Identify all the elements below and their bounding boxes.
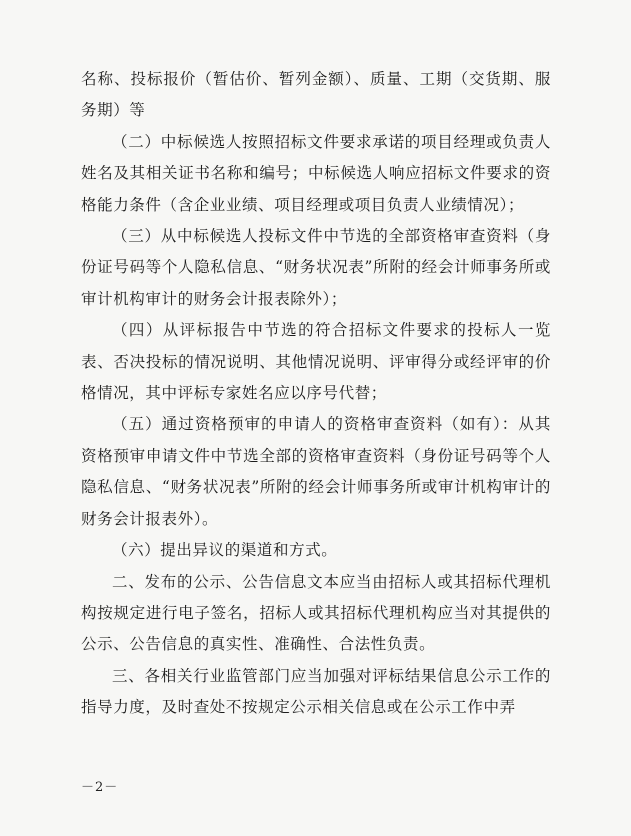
paragraph-section-3: 三、各相关行业监管部门应当加强对评标结果信息公示工作的指导力度，及时查处不按规定公示相关信息或在公示工作中弄 <box>81 666 551 717</box>
document-body <box>81 64 551 724</box>
page-number: －2－ <box>81 780 119 795</box>
paragraph-continuation: 名称、投标报价（暂估价、暂列金额）、质量、工期（交货期、服务期）等 <box>81 70 551 120</box>
paragraph-item-3: （三）从中标候选人投标文件中节选的全部资格审查资料（身份证号码等个人隐私信息、“财务状况表”所附的经会计师事务所或审计机构审计的财务会计报表除外）； <box>81 227 551 308</box>
paragraph-item-5: （五）通过资格预审的申请人的资格审查资料（如有）：从其资格预审申请文件中节选全部的资格审查资料（身份证号码等个人隐私信息、“财务状况表”所附的经会计师事务所或审计机构审计的财务会计报表外）。 <box>81 415 551 528</box>
paragraph-item-2: （二）中标候选人按照招标文件要求承诺的项目经理或负责人姓名及其相关证书名称和编号；中标候选人响应招标文件要求的资格能力条件（含企业业绩、项目经理或项目负责人业绩情况）； <box>81 132 551 214</box>
paragraph-item-6: （六）提出异议的渠道和方式。 <box>112 541 338 560</box>
paragraph-section-2: 二、发布的公示、公告信息文本应当由招标人或其招标代理机构按规定进行电子签名，招标人或其招标代理机构应当对其提供的公示、公告信息的真实性、准确性、合法性负责。 <box>81 572 551 654</box>
paragraph-item-4: （四）从评标报告中节选的符合招标文件要求的投标人一览表、否决投标的情况说明、其他情况说明、评审得分或经评审的价格情况，其中评标专家姓名应以序号代替； <box>81 321 551 403</box>
